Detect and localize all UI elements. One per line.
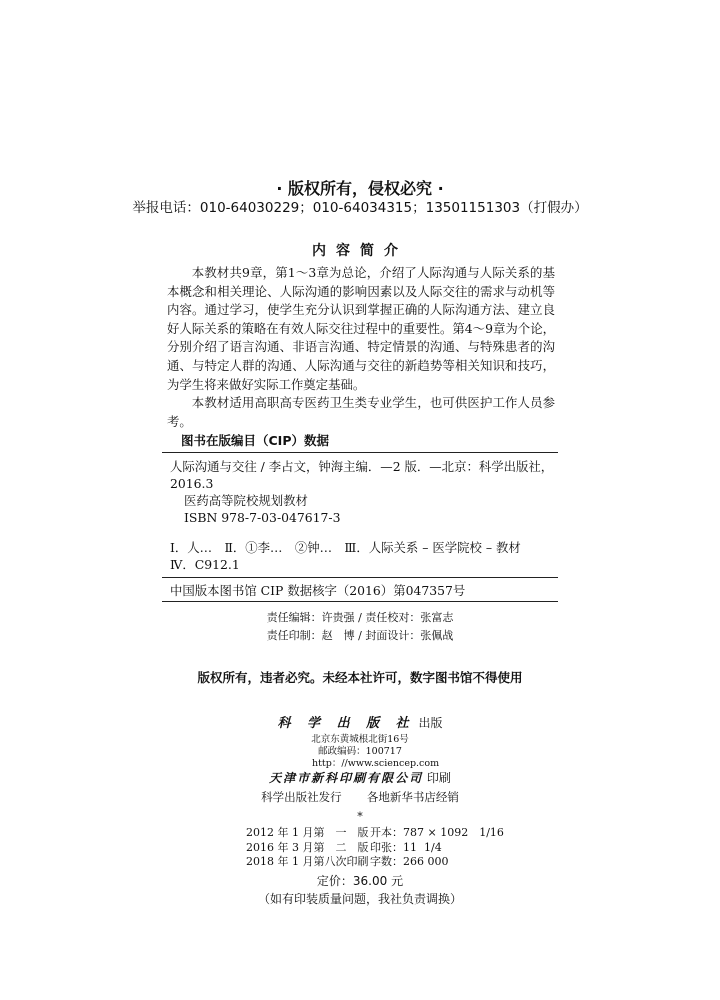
printer-name: 天津市新科印刷有限公司 — [269, 771, 424, 785]
cip-year-line: 2016.3 — [170, 476, 214, 491]
publisher-postcode: 邮政编码：100717 — [318, 746, 402, 757]
distribution-publisher: 科学出版社发行 — [261, 790, 342, 804]
cip-isbn: ISBN 978-7-03-047617-3 — [184, 510, 341, 525]
report-phone-line: 举报电话：010-64030229；010-64034315；13501151303（打假办） — [132, 200, 588, 216]
intro-paragraph: 本教材适用高职高专医药卫生类专业学生，也可供医护工作人员参考。 — [167, 395, 555, 429]
distribution-line — [0, 789, 720, 805]
intro-body — [167, 264, 555, 431]
cip-title-line: 人际沟通与交往 / 李占文，钟海主编．—2 版．—北京：科学出版社， — [170, 459, 554, 474]
publisher-address: 北京东黄城根北街16号 — [311, 734, 409, 745]
printer-line — [0, 769, 720, 786]
separator-star: * — [357, 810, 363, 823]
edition-row — [246, 855, 526, 870]
distribution-seller: 各地新华书店经销 — [366, 790, 459, 804]
staff-line: 责任印制：赵 博 / 封面设计：张佩战 — [266, 629, 454, 642]
cip-title-block — [170, 458, 554, 526]
cip-subject-line: Ⅳ．C912.1 — [170, 557, 240, 572]
edition-row — [246, 826, 526, 841]
divider — [162, 452, 558, 453]
divider — [162, 601, 558, 602]
edition-info — [246, 826, 526, 870]
edition-spec: 字数：266 000 — [370, 855, 449, 868]
cip-subject-line: Ⅰ．人… Ⅱ．①李… ②钟… Ⅲ．人际关系 – 医学院校 – 教材 — [170, 540, 521, 555]
printer-suffix: 印刷 — [426, 771, 451, 785]
publisher-suffix: 出版 — [418, 716, 443, 730]
cip-heading: 图书在版编目（CIP）数据 — [181, 433, 329, 448]
publisher-name: 科 学 出 版 社 — [277, 716, 415, 731]
staff-line: 责任编辑：许贵强 / 责任校对：张富志 — [266, 611, 454, 624]
copyright-notice-title: · 版权所有，侵权必究 · — [276, 179, 444, 198]
publisher-line — [0, 712, 720, 731]
rights-statement: 版权所有，违者必究。未经本社许可，数字图书馆不得使用 — [197, 670, 523, 685]
divider — [162, 577, 558, 578]
cip-subject-block — [170, 539, 554, 573]
cip-series: 医药高等院校规划教材 — [184, 493, 308, 508]
intro-heading: 内容简介 — [312, 243, 408, 259]
publisher-url: http：//www.sciencep.com — [312, 758, 440, 769]
edition-spec: 印张：11 1/4 — [370, 840, 442, 854]
quality-note: （如有印装质量问题，我社负责调换） — [257, 892, 462, 906]
cip-record: 中国版本图书馆 CIP 数据核字（2016）第047357号 — [170, 583, 466, 598]
edition-date: 2018 年 1 月第八次印刷 — [246, 855, 369, 868]
intro-paragraph: 本教材共9章，第1～3章为总论，介绍了人际沟通与人际关系的基本概念和相关理论、人际沟通的影响因素以及人际交往的需求与动机等内容。通过学习，使学生充分认识到掌握正确的人际沟通方法、建立良好人际关系的策略在有效人际交往过程中的重要性。第4～9章为个论，分别介绍了语言沟通、非语言沟通、特定情景的沟通、与特殊患者的沟通、与特定人群的沟通、人际沟通与交往的新趋势等相关知识和技巧，为学生将来做好实际工作奠定基础。 — [167, 265, 555, 392]
price: 定价：36.00 元 — [316, 874, 404, 888]
edition-date: 2016 年 3 月第 二 版 — [246, 840, 369, 854]
edition-spec: 开本：787 × 1092 1/16 — [370, 826, 504, 839]
edition-date: 2012 年 1 月第 一 版 — [246, 826, 369, 839]
edition-row — [246, 841, 526, 856]
